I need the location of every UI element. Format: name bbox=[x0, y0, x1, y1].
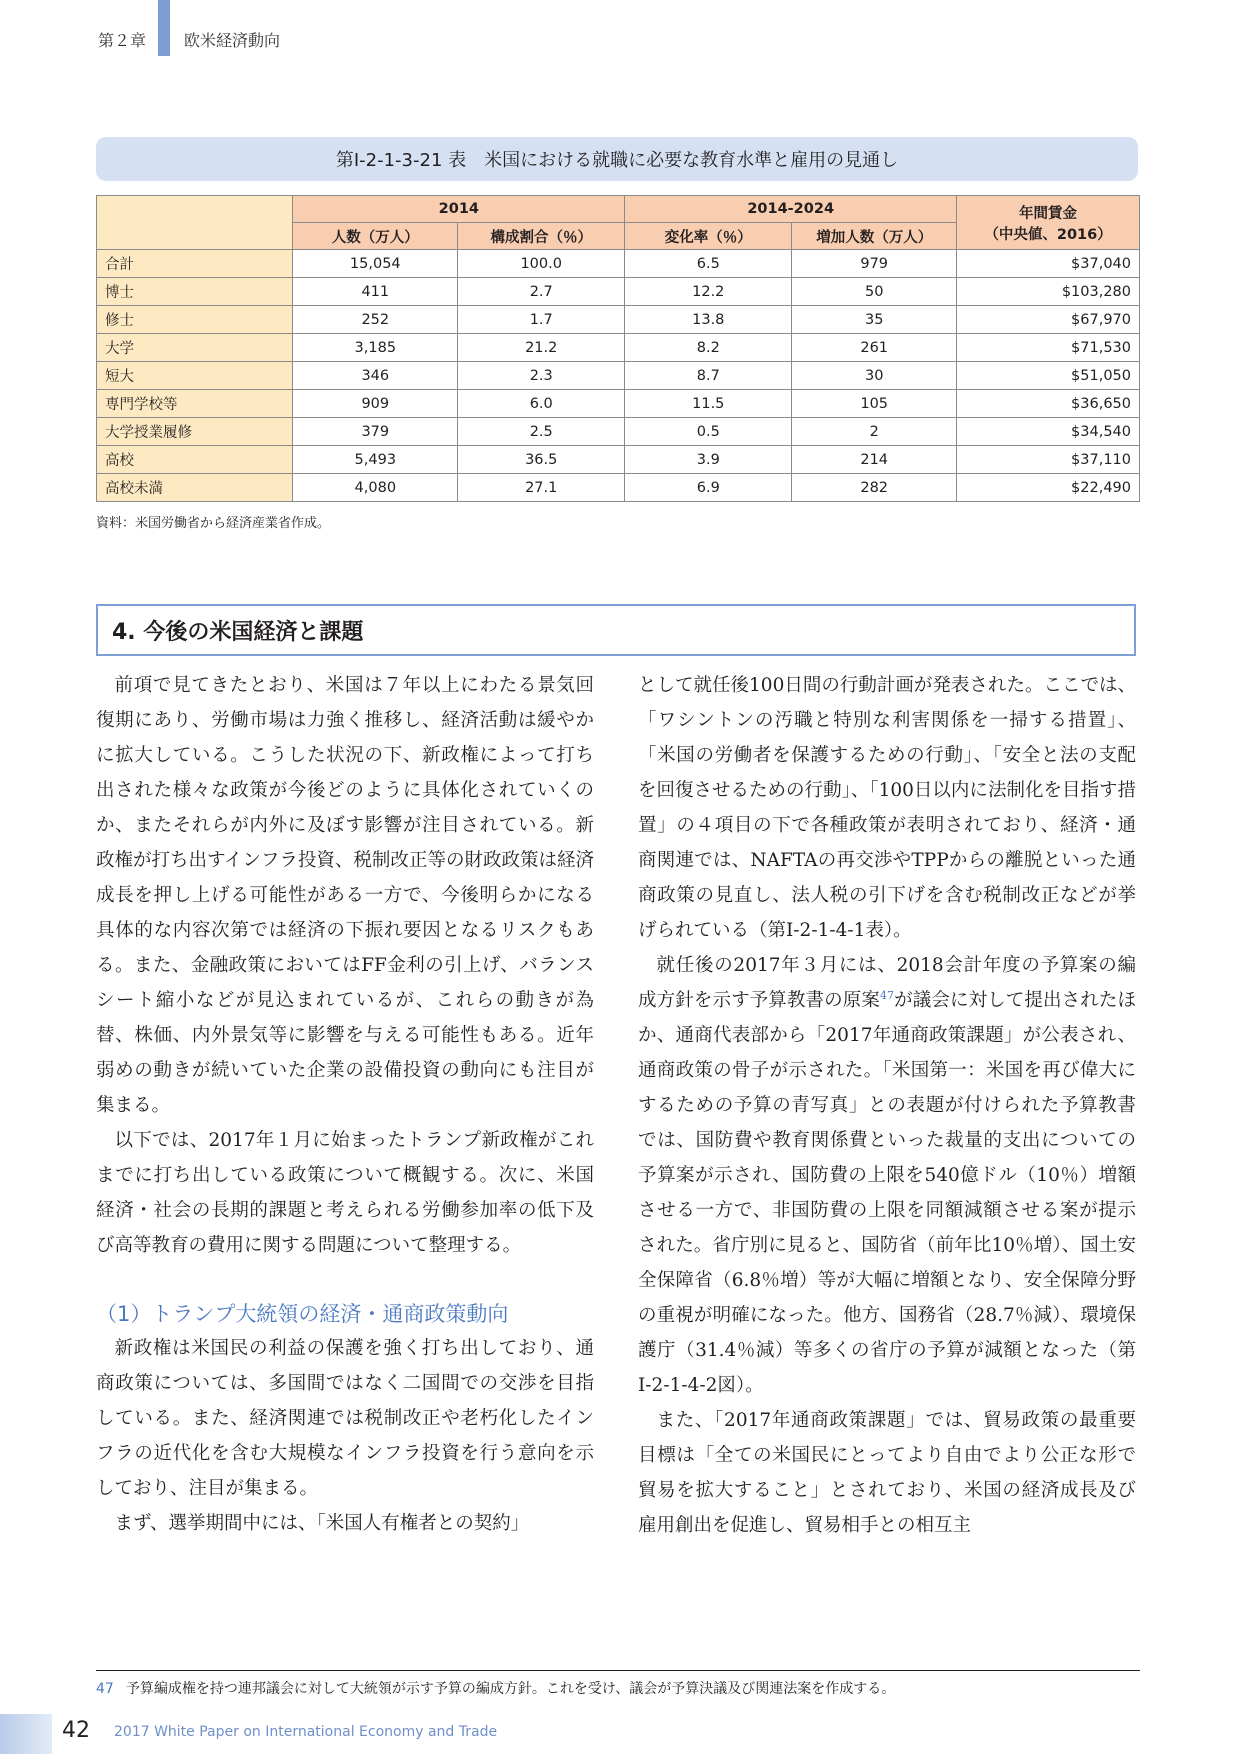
table-header-row-1 bbox=[97, 196, 1140, 223]
row-label: 大学授業履修 bbox=[97, 418, 293, 446]
cell-increase: 50 bbox=[792, 278, 957, 306]
cell-share: 6.0 bbox=[458, 390, 625, 418]
section-heading: 4. 今後の米国経済と課題 bbox=[112, 619, 364, 645]
cell-change-rate: 11.5 bbox=[625, 390, 792, 418]
header-annual-wage-label: 年間賃金 bbox=[1019, 205, 1078, 222]
cell-increase: 261 bbox=[792, 334, 957, 362]
cell-people: 15,054 bbox=[293, 250, 458, 278]
cell-share: 2.3 bbox=[458, 362, 625, 390]
cell-people: 411 bbox=[293, 278, 458, 306]
row-label: 修士 bbox=[97, 306, 293, 334]
table-source-note: 資料：米国労働省から経済産業省作成。 bbox=[96, 516, 331, 531]
table-row bbox=[97, 446, 1140, 474]
cell-people: 3,185 bbox=[293, 334, 458, 362]
header-col-share: 構成割合（％） bbox=[458, 223, 625, 250]
body-column-left bbox=[96, 668, 594, 1541]
table-caption bbox=[96, 137, 1138, 181]
table-row bbox=[97, 278, 1140, 306]
cell-wage: $51,050 bbox=[957, 362, 1140, 390]
header-group-2014-2024: 2014-2024 bbox=[625, 196, 957, 223]
header-group-2014: 2014 bbox=[293, 196, 625, 223]
body-column-right bbox=[638, 668, 1136, 1543]
cell-wage: $71,530 bbox=[957, 334, 1140, 362]
footnote-ref[interactable]: 47 bbox=[880, 988, 894, 1002]
cell-share: 2.5 bbox=[458, 418, 625, 446]
cell-increase: 979 bbox=[792, 250, 957, 278]
table-row bbox=[97, 250, 1140, 278]
cell-change-rate: 8.2 bbox=[625, 334, 792, 362]
cell-wage: $103,280 bbox=[957, 278, 1140, 306]
row-label: 短大 bbox=[97, 362, 293, 390]
header-col-increase: 増加人数（万人） bbox=[792, 223, 957, 250]
table-row bbox=[97, 334, 1140, 362]
cell-increase: 214 bbox=[792, 446, 957, 474]
paragraph: また、「2017年通商政策課題」では、貿易政策の最重要目標は「全ての米国民にとってより自由でより公正な形で貿易を拡大すること」とされており、米国の経済成長及び雇用創出を促進し、貿易相手との相互主 bbox=[638, 1410, 1136, 1536]
cell-people: 346 bbox=[293, 362, 458, 390]
cell-wage: $37,040 bbox=[957, 250, 1140, 278]
publication-title: 2017 White Paper on International Economy and Trade bbox=[114, 1724, 498, 1740]
cell-people: 379 bbox=[293, 418, 458, 446]
page-number: 42 bbox=[62, 1718, 90, 1743]
cell-change-rate: 8.7 bbox=[625, 362, 792, 390]
paragraph: として就任後100日間の行動計画が発表された。ここでは、「ワシントンの汚職と特別な利害関係を一掃する措置」、「米国の労働者を保護するための行動」、「安全と法の支配を回復させるための行動」、「100日以内に法制化を目指す措置」の４項目の下で各種政策が表明されており、経済・通商関連では、NAFTAの再交渉やTPPからの離脱といった通商政策の見直し、法人税の引下げを含む税制改正などが挙げられている（第Ⅰ-2-1-4-1表）。 bbox=[638, 675, 1136, 941]
chapter-label: 第２章 bbox=[98, 31, 147, 50]
header-annual-wage bbox=[957, 196, 1140, 250]
paragraph-with-footnote bbox=[638, 948, 1136, 1403]
footer-accent-bar bbox=[0, 1714, 52, 1754]
section-heading-box bbox=[96, 604, 1136, 656]
cell-wage: $67,970 bbox=[957, 306, 1140, 334]
cell-increase: 2 bbox=[792, 418, 957, 446]
footnote-text: 予算編成権を持つ連邦議会に対して大統領が示す予算の編成方針。これを受け、議会が予算決議及び関連法案を作成する。 bbox=[125, 1681, 896, 1697]
paragraph-text: 就任後の2017年３月には、2018会計年度の予算案の編成方針を示す予算教書の原案 bbox=[638, 955, 1136, 1011]
table-row bbox=[97, 306, 1140, 334]
cell-share: 21.2 bbox=[458, 334, 625, 362]
row-label: 博士 bbox=[97, 278, 293, 306]
cell-increase: 282 bbox=[792, 474, 957, 502]
row-label: 大学 bbox=[97, 334, 293, 362]
cell-wage: $22,490 bbox=[957, 474, 1140, 502]
cell-wage: $37,110 bbox=[957, 446, 1140, 474]
cell-wage: $36,650 bbox=[957, 390, 1140, 418]
row-label: 合計 bbox=[97, 250, 293, 278]
footnote-number: 47 bbox=[96, 1681, 114, 1697]
paragraph: 前項で見てきたとおり、米国は７年以上にわたる景気回復期にあり、労働市場は力強く推移し、経済活動は緩やかに拡大している。こうした状況の下、新政権によって打ち出された様々な政策が今後どのように具体化されていくのか、またそれらが内外に及ぼす影響が注目されている。新政権が打ち出すインフラ投資、税制改正等の財政政策は経済成長を押し上げる可能性がある一方で、今後明らかになる具体的な内容次第では経済の下振れ要因となるリスクもある。また、金融政策においてはFF金利の引上げ、バランスシート縮小などが見込まれているが、これらの動きが為替、株価、内外景気等に影響を与える可能性もある。近年弱めの動きが続いていた企業の設備投資の動向にも注目が集まる。 bbox=[96, 675, 594, 1116]
page-header bbox=[0, 0, 1241, 80]
footnote-divider bbox=[96, 1670, 1140, 1671]
cell-wage: $34,540 bbox=[957, 418, 1140, 446]
row-label: 高校 bbox=[97, 446, 293, 474]
cell-change-rate: 3.9 bbox=[625, 446, 792, 474]
paragraph: 以下では、2017年１月に始まったトランプ新政権がこれまでに打ち出している政策について概観する。次に、米国経済・社会の長期的課題と考えられる労働参加率の低下及び高等教育の費用に関する問題について整理する。 bbox=[96, 1130, 594, 1256]
cell-share: 100.0 bbox=[458, 250, 625, 278]
table-row bbox=[97, 390, 1140, 418]
table-corner-cell bbox=[97, 196, 293, 250]
cell-people: 252 bbox=[293, 306, 458, 334]
paragraph-text: が議会に対して提出されたほか、通商代表部から「2017年通商政策課題」が公表され、通商政策の骨子が示された。「米国第一：米国を再び偉大にするための予算の青写真」との表題が付けられた予算教書では、国防費や教育関係費といった裁量的支出についての予算案が示され、国防費の上限を540億ドル（10％）増額させる一方で、非国防費の上限を同額減額させる案が提示された。省庁別に見ると、国防省（前年比10％増）、国土安全保障省（6.8％増）等が大幅に増額となり、安全保障分野の重視が明確になった。他方、国務省（28.7％減）、環境保護庁（31.4％減）等多くの省庁の予算が減額となった（第Ⅰ-2-1-4-2図）。 bbox=[638, 990, 1136, 1396]
cell-increase: 35 bbox=[792, 306, 957, 334]
cell-change-rate: 6.5 bbox=[625, 250, 792, 278]
paragraph: まず、選挙期間中には、「米国人有権者との契約」 bbox=[114, 1513, 530, 1534]
footnote bbox=[96, 1678, 895, 1698]
table-row bbox=[97, 362, 1140, 390]
subsection-heading: （1）トランプ大統領の経済・通商政策動向 bbox=[96, 1302, 509, 1326]
cell-share: 1.7 bbox=[458, 306, 625, 334]
cell-share: 36.5 bbox=[458, 446, 625, 474]
cell-share: 2.7 bbox=[458, 278, 625, 306]
cell-people: 4,080 bbox=[293, 474, 458, 502]
header-col-change-rate: 変化率（％） bbox=[625, 223, 792, 250]
cell-increase: 105 bbox=[792, 390, 957, 418]
header-accent-bar bbox=[158, 0, 170, 56]
row-label: 高校未満 bbox=[97, 474, 293, 502]
table-row bbox=[97, 474, 1140, 502]
cell-change-rate: 6.9 bbox=[625, 474, 792, 502]
cell-share: 27.1 bbox=[458, 474, 625, 502]
cell-change-rate: 12.2 bbox=[625, 278, 792, 306]
table-row bbox=[97, 418, 1140, 446]
cell-increase: 30 bbox=[792, 362, 957, 390]
cell-change-rate: 0.5 bbox=[625, 418, 792, 446]
header-col-people: 人数（万人） bbox=[293, 223, 458, 250]
table-caption-text: 第Ⅰ-2-1-3-21 表 米国における就職に必要な教育水準と雇用の見通し bbox=[335, 150, 899, 171]
header-annual-wage-sub: （中央値、2016） bbox=[984, 226, 1112, 243]
row-label: 専門学校等 bbox=[97, 390, 293, 418]
cell-people: 5,493 bbox=[293, 446, 458, 474]
paragraph: 新政権は米国民の利益の保護を強く打ち出しており、通商政策については、多国間ではなく二国間での交渉を目指している。また、経済関連では税制改正や老朽化したインフラの近代化を含む大規模なインフラ投資を行う意向を示しており、注目が集まる。 bbox=[96, 1338, 594, 1499]
chapter-title: 欧米経済動向 bbox=[184, 31, 281, 50]
cell-people: 909 bbox=[293, 390, 458, 418]
cell-change-rate: 13.8 bbox=[625, 306, 792, 334]
employment-outlook-table bbox=[96, 195, 1140, 502]
